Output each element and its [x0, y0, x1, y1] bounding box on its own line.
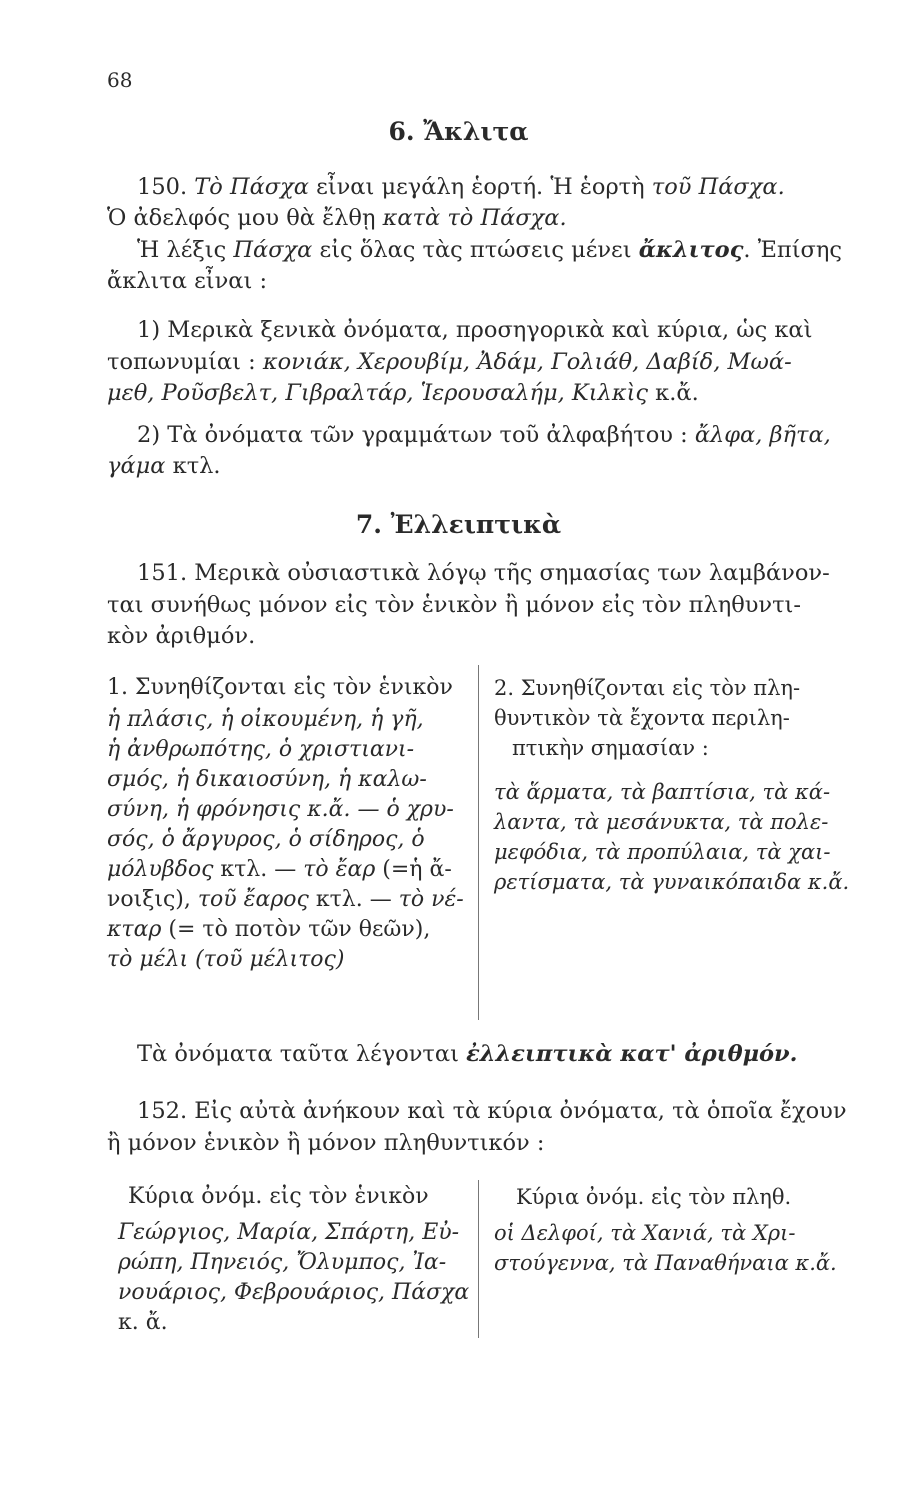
names-table-left-line: Γεώργιος, Μαρία, Σπάρτη, Εὐ- [118, 1220, 460, 1245]
names-table-left-line: ρώπη, Πηνειός, Ὄλυμπος, Ἰα- [118, 1250, 447, 1275]
item-2-line-2: γάμα κτλ. [107, 453, 221, 479]
table-divider [478, 1180, 479, 1338]
page-number: 68 [107, 68, 133, 92]
left-column-line: μόλυβδος κτλ. — τὸ ἔαρ (=ἡ ἄ- [107, 857, 452, 882]
left-column [107, 673, 464, 975]
item-1-line-3: μεθ, Ροῦσβελτ, Γιβραλτάρ, Ἱερουσαλήμ, Κιλκὶς κ.ἄ. [107, 380, 699, 406]
names-table-right-line: οἱ Δελφοί, τὰ Χανιά, τὰ Χρι- [494, 1221, 796, 1245]
right-column-line: τὰ ἅρματα, τὰ βαπτίσια, τὰ κά- [494, 780, 831, 804]
left-column-line: νοιξις), τοῦ ἔαρος κτλ. — τὸ νέ- [107, 887, 464, 912]
right-column-line: λαντα, τὰ μεσάνυκτα, τὰ πολε- [494, 810, 829, 834]
paragraph-lexis-line-2: ἄκλιτα εἶναι : [107, 268, 268, 294]
paragraph-150-line-2: Ὁ ἀδελφός μου θὰ ἔλθῃ κατὰ τὸ Πάσχα. [107, 205, 567, 231]
item-1-line-2: τοπωνυμίαι : κονιάκ, Χερουβίμ, Ἀδάμ, Γολιάθ, Δαβίδ, Μωά- [107, 349, 792, 375]
item-2-line-1: 2) Τὰ ὀνόματα τῶν γραμμάτων τοῦ ἀλφαβήτου : ἄλφα, βῆτα, [137, 422, 831, 448]
right-column-line: πτικὴν σημασίαν : [512, 736, 709, 760]
right-column [494, 673, 849, 897]
names-table-left-heading: Κύρια ὀνόμ. εἰς τὸν ἑνικὸν [128, 1184, 429, 1209]
right-column-line: μεφόδια, τὰ προπύλαια, τὰ χαι- [494, 840, 831, 864]
paragraph-151-line-2: ται συνήθως μόνον εἰς τὸν ἑνικὸν ἢ μόνον εἰς τὸν πληθυντι- [107, 592, 801, 618]
left-column-line: ἡ ἀνθρωπότης, ὁ χριστιανι- [107, 737, 415, 762]
left-column-line: σύνη, ἡ φρόνησις κ.ἄ. — ὁ χρυ- [107, 797, 454, 822]
paragraph-lexis-line-1: Ἡ λέξις Πάσχα εἰς ὅλας τὰς πτώσεις μένει ἄκλιτος. Ἐπίσης [137, 237, 842, 263]
left-column-line: σός, ὁ ἄργυρος, ὁ σίδηρος, ὁ [107, 827, 425, 852]
paragraph-151-line-1: 151. Μερικὰ οὐσιαστικὰ λόγῳ τῆς σημασίας των λαμβάνον- [137, 560, 830, 586]
column-divider [478, 665, 479, 1020]
paragraph-151-line-3: κὸν ἀριθμόν. [107, 623, 256, 649]
left-column-line: κταρ (= τὸ ποτὸν τῶν θεῶν), [107, 917, 431, 942]
left-column-heading: 1. Συνηθίζονται εἰς τὸν ἑνικὸν [107, 675, 453, 700]
summary-line: Τὰ ὀνόματα ταῦτα λέγονται ἐλλειπτικὰ κατ' ἀριθμόν. [137, 1041, 798, 1067]
left-column-line: τὸ μέλι (τοῦ μέλιτος) [107, 947, 345, 972]
names-table-right-line: στούγεννα, τὰ Παναθήναια κ.ἄ. [494, 1251, 837, 1275]
right-column-line: ρετίσματα, τὰ γυναικόπαιδα κ.ἄ. [494, 870, 850, 894]
left-column-line: σμός, ἡ δικαιοσύνη, ἡ καλω- [107, 767, 427, 792]
names-table-left-line: νουάριος, Φεβρουάριος, Πάσχα [118, 1280, 470, 1305]
names-table-right [494, 1182, 837, 1278]
paragraph-152-line-2: ἢ μόνον ἑνικὸν ἢ μόνον πληθυντικόν : [107, 1130, 545, 1156]
paragraph-150-line-1: 150. Τὸ Πάσχα εἶναι μεγάλη ἑορτή. Ἡ ἑορτὴ τοῦ Πάσχα. [137, 174, 785, 200]
right-column-line: 2. Συνηθίζονται εἰς τὸν πλη- [494, 676, 801, 700]
names-table-right-heading: Κύρια ὀνόμ. εἰς τὸν πληθ. [516, 1185, 792, 1209]
paragraph-152-line-1: 152. Εἰς αὐτὰ ἀνήκουν καὶ τὰ κύρια ὀνόματα, τὰ ὁποῖα ἔχουν [137, 1098, 847, 1124]
section-6-heading: 6. Ἄκλιτα [388, 117, 529, 146]
names-table-left [118, 1182, 469, 1338]
left-column-line: ἡ πλάσις, ἡ οἰκουμένη, ἡ γῆ, [107, 707, 424, 732]
item-1-line-1: 1) Μερικὰ ξενικὰ ὀνόματα, προσηγορικὰ καὶ κύρια, ὡς καὶ [137, 317, 813, 343]
right-column-line: θυντικὸν τὰ ἔχοντα περιλη- [494, 706, 790, 730]
section-7-heading: 7. Ἐλλειπτικὰ [355, 510, 562, 539]
names-table-left-line: κ. ἄ. [118, 1310, 168, 1335]
